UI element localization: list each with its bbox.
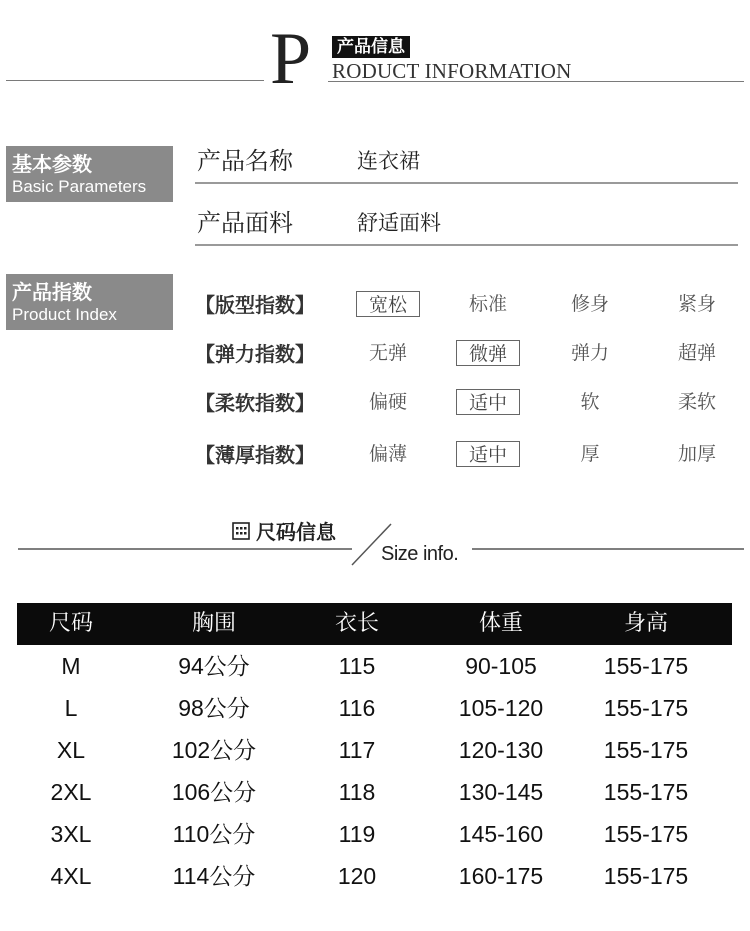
table-cell: 98公分 [178,695,250,721]
table-row [17,687,732,729]
table-cell: 155-175 [603,737,689,763]
param-value: 舒适面料 [357,211,441,235]
param-underline [195,182,738,184]
table-cell: 94公分 [178,653,250,679]
index-option: 超弹 [677,342,716,364]
param-key: 产品面料 [197,209,293,237]
index-label-en: Product Index [12,305,117,324]
size-info-cn-title: 尺码信息 [256,520,336,544]
table-cell: 145-160 [458,821,544,847]
table-cell: 116 [338,695,376,721]
size-table-header-cell: 衣长 [334,611,380,636]
index-option: 柔软 [677,391,716,413]
table-cell: 102公分 [171,737,257,763]
param-row-fabric [195,206,738,246]
table-cell: 118 [338,779,376,805]
table-cell: 120-130 [458,737,544,763]
table-cell: 3XL [50,821,92,847]
index-key: 【版型指数】 [195,293,315,317]
index-row-elasticity [195,339,750,371]
index-option: 微弹 [456,340,520,366]
index-key: 【柔软指数】 [195,391,315,415]
param-key: 产品名称 [197,147,293,175]
size-info-divider [0,510,750,590]
table-cell: 90-105 [465,653,537,679]
size-table-header-cell: 体重 [478,611,524,636]
table-cell: 155-175 [603,863,689,889]
basic-parameters-label [6,146,173,202]
index-row-softness [195,388,750,420]
index-option: 偏硬 [368,391,407,413]
index-option: 适中 [456,389,520,415]
index-option: 无弹 [368,342,407,364]
table-cell: 155-175 [603,695,689,721]
index-option: 宽松 [356,291,420,317]
table-cell: XL [56,737,86,763]
basic-label-en: Basic Parameters [12,177,147,196]
size-table-header [17,603,732,645]
ruler-grid-icon [232,522,250,540]
table-row [17,771,732,813]
index-key: 【弹力指数】 [195,342,315,366]
index-option: 标准 [468,293,507,315]
product-index-label [6,274,173,330]
index-row-thickness [195,440,750,472]
index-option: 弹力 [570,342,609,364]
index-option: 适中 [456,441,520,467]
table-cell: 119 [338,821,376,847]
table-cell: M [61,653,81,679]
index-row-fit [195,290,750,322]
basic-label-cn: 基本参数 [12,152,92,176]
table-cell: 155-175 [603,779,689,805]
size-table-header-cell: 尺码 [48,611,94,636]
table-cell: 130-145 [458,779,544,805]
header-en-title: RODUCT INFORMATION [332,59,572,83]
table-cell: 160-175 [458,863,544,889]
table-row [17,729,732,771]
table-cell: 155-175 [603,653,689,679]
index-option: 加厚 [677,443,716,465]
index-option: 软 [580,391,600,413]
table-cell: L [64,695,78,721]
table-cell: 2XL [50,779,92,805]
table-cell: 4XL [50,863,92,889]
index-option: 偏薄 [368,443,407,465]
table-cell: 110公分 [172,821,256,847]
table-cell: 117 [338,737,376,763]
header-cn-title: 产品信息 [332,36,410,58]
param-value: 连衣裙 [357,149,420,173]
index-option: 紧身 [677,293,716,315]
size-table-header-cell: 身高 [623,611,669,636]
table-cell: 115 [338,653,376,679]
table-cell: 105-120 [458,695,544,721]
table-cell: 155-175 [603,821,689,847]
size-info-en-title: Size info. [381,543,459,565]
index-option: 厚 [580,443,600,465]
table-cell: 106公分 [171,779,257,805]
param-underline [195,244,738,246]
index-key: 【薄厚指数】 [195,443,315,467]
header-big-letter: P [270,18,312,100]
table-cell: 120 [337,863,377,889]
size-table-header-cell: 胸围 [191,611,237,636]
table-row [17,855,732,897]
index-option: 修身 [570,293,609,315]
index-label-cn: 产品指数 [12,280,92,304]
table-row [17,645,732,687]
param-row-name [195,144,738,184]
table-row [17,813,732,855]
header-left-rule [6,80,264,81]
table-cell: 114公分 [172,863,256,889]
